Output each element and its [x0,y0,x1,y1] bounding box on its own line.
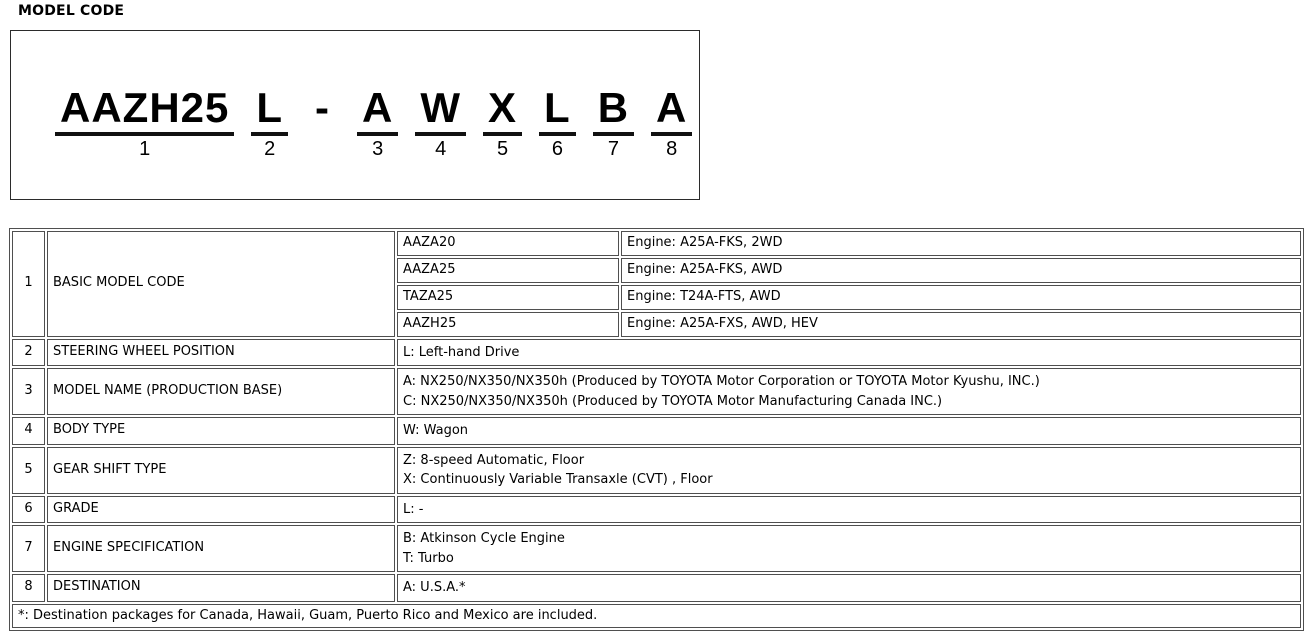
footnote: *: Destination packages for Canada, Hawaii, Guam, Puerto Rico and Mexico are included. [12,604,1301,629]
value-line: C: NX250/NX350/NX350h (Produced by TOYOTA Motor Manufacturing Canada INC.) [403,393,943,409]
code-segment-text: X [483,87,522,136]
variant-code: AAZA20 [397,231,619,256]
row-label: DESTINATION [47,574,395,602]
code-segment-text: AAZH25 [55,87,234,136]
variant-code: AAZH25 [397,312,619,337]
variant-engine: Engine: T24A-FTS, AWD [621,285,1301,310]
row-label: BASIC MODEL CODE [47,231,395,337]
value-line: X: Continuously Variable Transaxle (CVT) , Floor [403,472,713,488]
row-value [397,447,1301,494]
row-number: 1 [12,231,45,337]
code-segment [651,84,692,162]
code-segment-number: 3 [372,138,384,160]
code-segment [483,84,522,162]
row-label: GRADE [47,496,395,524]
code-segment-text: B [593,87,634,136]
code-segment [415,84,466,162]
row-value [397,339,1301,367]
model-code-table [9,228,1304,631]
table-row [12,525,1301,572]
code-segment [55,84,234,162]
table-row [12,496,1301,524]
code-segment [593,84,634,162]
row-value [397,525,1301,572]
value-line: A: NX250/NX350/NX350h (Produced by TOYOTA Motor Corporation or TOYOTA Motor Kyushu, INC.) [403,374,1040,390]
code-segment-text: A [357,87,398,136]
value-line: T: Turbo [403,550,454,566]
value-line: L: - [403,501,424,517]
code-segment-number: 6 [551,138,563,160]
value-line: B: Atkinson Cycle Engine [403,531,565,547]
value-line: L: Left-hand Drive [403,344,520,360]
table-row [12,339,1301,367]
row-number: 2 [12,339,45,367]
code-segment-number: 5 [496,138,509,160]
variant-engine: Engine: A25A-FKS, AWD [621,258,1301,283]
code-segment-number: 4 [435,138,447,160]
row-label: GEAR SHIFT TYPE [47,447,395,494]
value-line: A: U.S.A.* [403,580,466,596]
row-value [397,574,1301,602]
page-title: MODEL CODE [18,3,125,19]
code-segment-text: A [651,87,692,136]
table-row [12,417,1301,445]
code-segment-text: W [415,87,466,136]
row-label: STEERING WHEEL POSITION [47,339,395,367]
code-segment-number: 1 [139,138,151,160]
value-line: W: Wagon [403,423,469,439]
code-segment [357,84,398,162]
table-row [12,368,1301,415]
table-row [12,447,1301,494]
value-line: Z: 8-speed Automatic, Floor [403,452,585,468]
footnote-row [12,604,1301,629]
code-segment-text: L [251,87,288,136]
dash-separator: - [315,84,331,131]
code-segment [539,84,576,162]
table-row [12,231,1301,256]
variant-engine: Engine: A25A-FXS, AWD, HEV [621,312,1301,337]
code-segment [251,84,288,162]
row-value [397,368,1301,415]
row-label: MODEL NAME (PRODUCTION BASE) [47,368,395,415]
code-segment-text: L [539,87,576,136]
table-row [12,574,1301,602]
code-segment-number: 2 [264,138,276,160]
row-number: 5 [12,447,45,494]
row-label: BODY TYPE [47,417,395,445]
row-number: 8 [12,574,45,602]
row-value [397,417,1301,445]
variant-code: AAZA25 [397,258,619,283]
row-label: ENGINE SPECIFICATION [47,525,395,572]
row-number: 4 [12,417,45,445]
model-code-diagram [55,84,692,162]
row-number: 3 [12,368,45,415]
variant-code: TAZA25 [397,285,619,310]
variant-engine: Engine: A25A-FKS, 2WD [621,231,1301,256]
model-code-diagram-box [10,30,700,200]
code-segment-number: 8 [666,138,678,160]
row-number: 6 [12,496,45,524]
row-value [397,496,1301,524]
row-number: 7 [12,525,45,572]
code-separator [310,84,335,162]
code-segment-number: 7 [607,138,619,160]
